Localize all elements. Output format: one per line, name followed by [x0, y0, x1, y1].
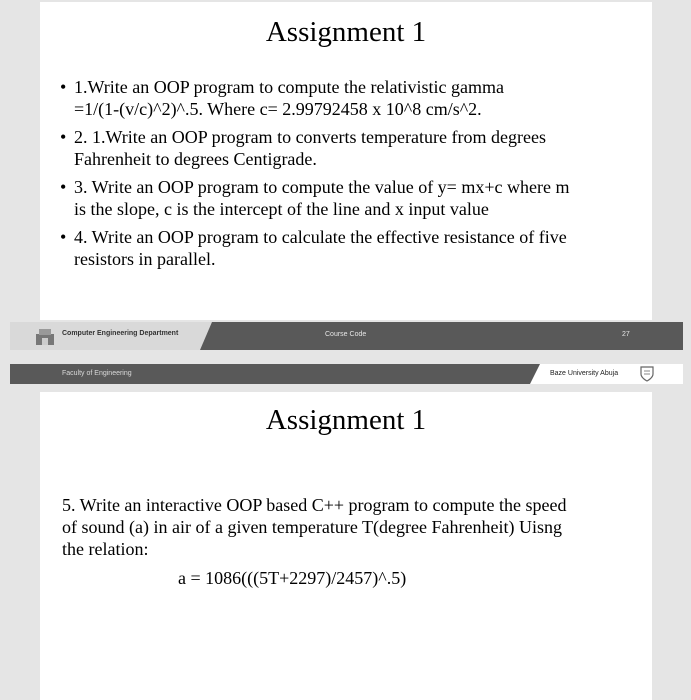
item-line: Fahrenheit to degrees Centigrade.: [74, 149, 317, 169]
bullet-icon: •: [60, 177, 67, 197]
department-name: Computer Engineering Department: [62, 330, 179, 337]
department-logo-icon: [34, 326, 56, 346]
item-line: 2. 1.Write an OOP program to converts temperature from degrees: [74, 127, 546, 147]
slide-title: Assignment 1: [265, 16, 427, 48]
slide-footer: [10, 322, 683, 350]
assignment-text: [62, 494, 632, 560]
item-line: 3. Write an OOP program to compute the value of y= mx+c where m: [74, 177, 570, 197]
item-line: 4. Write an OOP program to calculate the effective resistance of five: [74, 227, 567, 247]
text-line: 5. Write an interactive OOP based C++ program to compute the speed: [62, 495, 567, 515]
bullet-icon: •: [60, 77, 67, 97]
university-crest-icon: [640, 366, 654, 382]
item-line: 1.Write an OOP program to compute the relativistic gamma: [74, 77, 504, 97]
university-name: Baze University Abuja: [550, 370, 619, 377]
course-code: Course Code: [325, 331, 367, 338]
text-line: of sound (a) in air of a given temperature T(degree Fahrenheit) Uisng: [62, 517, 562, 537]
page-number: 27: [622, 331, 630, 338]
assignment-list: [60, 76, 640, 276]
bullet-icon: •: [60, 227, 67, 247]
item-line: resistors in parallel.: [74, 249, 216, 269]
faculty-name: Faculty of Engineering: [62, 370, 132, 377]
list-item: [60, 176, 640, 220]
list-item: [60, 226, 640, 270]
text-line: the relation:: [62, 539, 149, 559]
slide-header: [10, 364, 683, 384]
item-line: is the slope, c is the intercept of the line and x input value: [74, 199, 489, 219]
formula: a = 1086(((5T+2297)/2457)^.5): [178, 568, 407, 588]
item-line: =1/(1-(v/c)^2)^.5. Where c= 2.99792458 x 10^8 cm/s^2.: [74, 99, 482, 119]
slide-title: Assignment 1: [265, 404, 427, 436]
slide-1: [40, 2, 652, 320]
list-item: [60, 126, 640, 170]
bullet-icon: •: [60, 127, 67, 147]
slide-2: [40, 392, 652, 700]
footer-dark-band: [200, 322, 683, 350]
list-item: [60, 76, 640, 120]
